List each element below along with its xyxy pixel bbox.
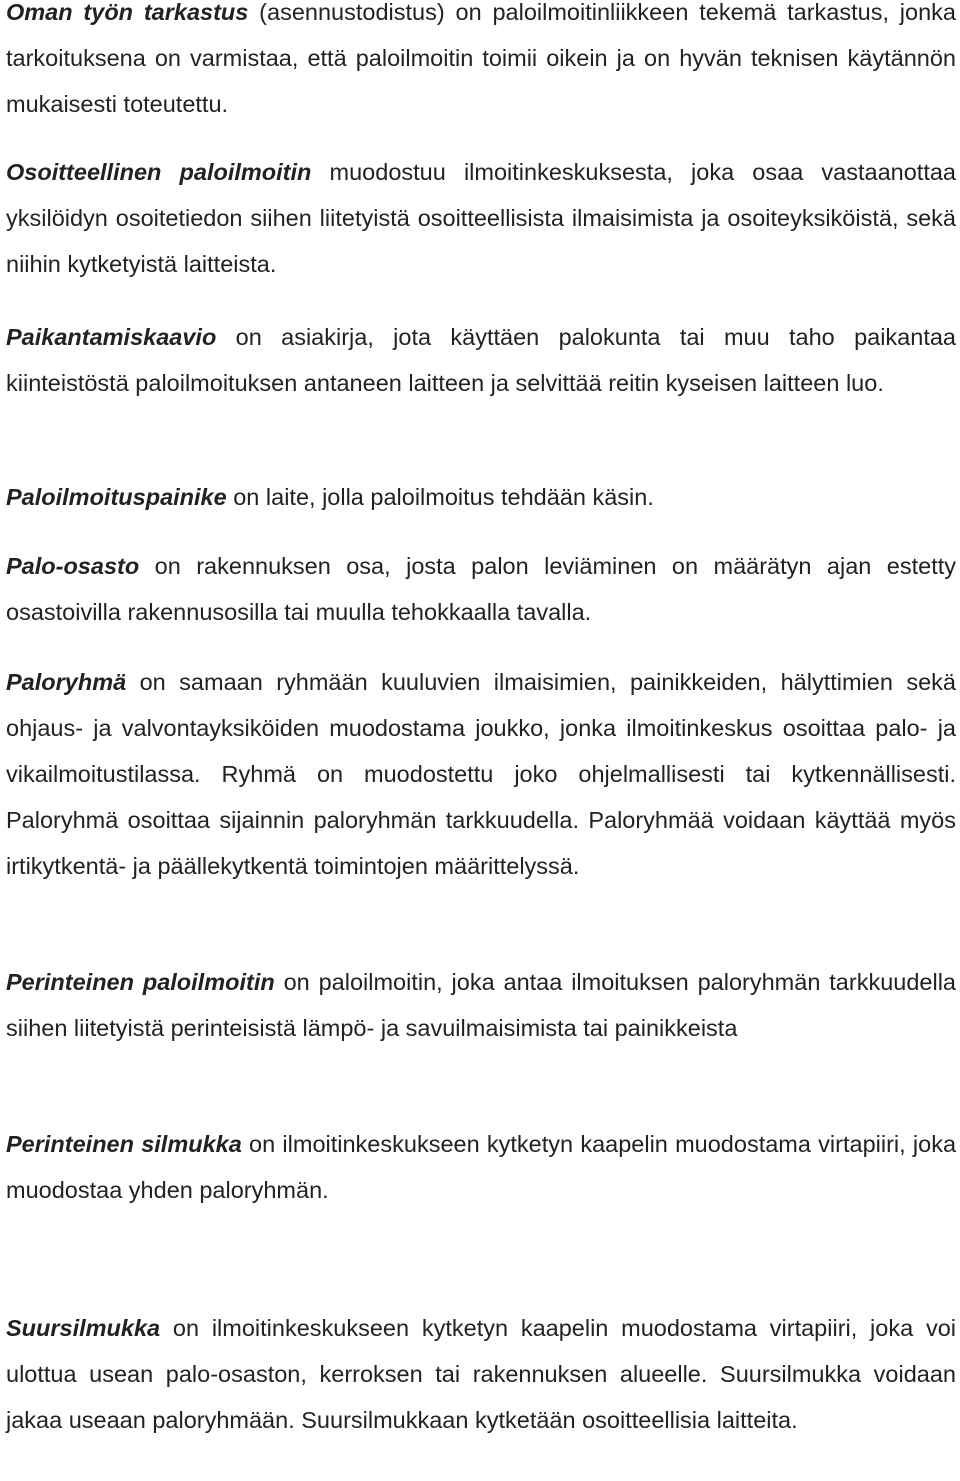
definition-paragraph xyxy=(6,659,956,889)
definition-term: Palo-osasto xyxy=(6,553,140,579)
definition-text: on ilmoitinkeskukseen kytketyn kaapelin muodostama virtapiiri, joka voi ulottua usean palo-osaston, kerroksen tai rakennuksen alueelle. Suursilmukka voidaan jakaa useaan paloryhmään. Suursilmukkaan kytketään osoitteellisia laitteita. xyxy=(6,1315,956,1433)
definition-paragraph xyxy=(6,543,956,635)
definition-text: on paloilmoitin, joka antaa ilmoituksen paloryhmän tarkkuudella siihen liitetyistä perinteisistä lämpö- ja savuilmaisimista tai painikkeista xyxy=(6,969,956,1041)
definition-text: on samaan ryhmään kuuluvien ilmaisimien, painikkeiden, hälyttimien sekä ohjaus- ja valvontayksiköiden muodostama joukko, jonka ilmoitinkeskus osoittaa palo- ja vikailmoitustilassa. Ryhmä on muodostettu joko ohjelmallisesti tai kytkennällisesti. Paloryhmä osoittaa sijainnin paloryhmän tarkkuudella. Paloryhmää voidaan käyttää myös irtikytkentä- ja päällekytkentä toimintojen määrittelyssä. xyxy=(6,669,956,879)
definition-paragraph xyxy=(6,149,956,287)
definition-term: Perinteinen silmukka xyxy=(6,1131,242,1157)
definition-term: Paikantamiskaavio xyxy=(6,324,217,350)
definition-text: (asennustodistus) on paloilmoitinliikkeen tekemä tarkastus, jonka tarkoituksena on varmistaa, että paloilmoitin toimii oikein ja on hyvän teknisen käytännön mukaisesti toteutettu. xyxy=(6,0,956,117)
definition-text: on rakennuksen osa, josta palon leviäminen on määrätyn ajan estetty osastoivilla rakennusosilla tai muulla tehokkaalla tavalla. xyxy=(6,553,956,625)
definition-term: Paloryhmä xyxy=(6,669,127,695)
definition-paragraph xyxy=(6,959,956,1051)
definition-paragraph xyxy=(6,1305,956,1443)
definition-paragraph xyxy=(6,1121,956,1213)
definition-paragraph xyxy=(6,474,956,520)
definition-text: on ilmoitinkeskukseen kytketyn kaapelin muodostama virtapiiri, joka muodostaa yhden paloryhmän. xyxy=(6,1131,957,1203)
definition-text: on laite, jolla paloilmoitus tehdään käsin. xyxy=(226,484,654,510)
definition-paragraph xyxy=(6,314,956,406)
definition-term: Osoitteellinen paloilmoitin xyxy=(6,159,312,185)
definition-text: on asiakirja, jota käyttäen palokunta tai muu taho paikantaa kiinteistöstä paloilmoituksen antaneen laitteen ja selvittää reitin kyseisen laitteen luo. xyxy=(6,324,956,396)
definition-term: Paloilmoituspainike xyxy=(6,484,227,510)
definition-term: Suursilmukka xyxy=(6,1315,161,1341)
definition-paragraph xyxy=(6,0,956,127)
definition-term: Oman työn tarkastus xyxy=(6,0,249,25)
definition-term: Perinteinen paloilmoitin xyxy=(6,969,275,995)
definition-text: muodostuu ilmoitinkeskuksesta, joka osaa vastaanottaa yksilöidyn osoitetiedon siihen liitetyistä osoitteellisista ilmaisimista ja osoiteyksiköistä, sekä niihin kytketyistä laitteista. xyxy=(6,159,956,277)
